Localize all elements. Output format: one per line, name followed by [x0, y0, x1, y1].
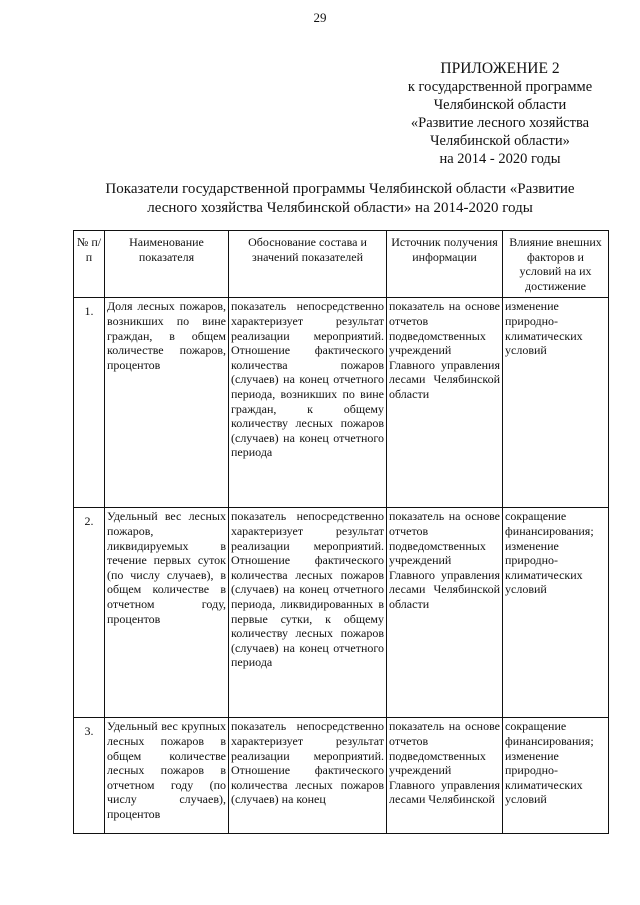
table-row [74, 298, 609, 508]
row-justification: показатель непосредственно характеризует результат реализации мероприятий. Отношение фактического количества лесных пожаров (случаев) на конец отчетного периода, ликвидированных в первые сутки, к общему количеству лесных пожаров (случаев) на конец отчетного периода [229, 508, 387, 718]
header-name: Наименование показателя [105, 231, 229, 298]
row-source: показатель на основе отчетов подведомственных учреждений Главного управления лесами Челябинской области [387, 298, 503, 508]
row-source: показатель на основе отчетов подведомственных учреждений Главного управления лесами Челябинской области [387, 508, 503, 718]
header-source: Источник получения информации [387, 231, 503, 298]
indicators-table [73, 230, 609, 834]
document-title-line: лесного хозяйства Челябинской области» на 2014-2020 годы [147, 200, 533, 216]
row-num: 1. [74, 298, 105, 508]
appendix-line: Челябинской области» [430, 133, 570, 149]
table-row [74, 508, 609, 718]
appendix-line: на 2014 - 2020 годы [439, 151, 561, 167]
row-influence: сокращение финансирования; изменение природно-климатических условий [503, 508, 609, 718]
header-justification: Обоснование состава и значений показателей [229, 231, 387, 298]
row-name: Доля лесных пожаров, возникших по вине граждан, в общем количестве пожаров, процентов [105, 298, 229, 508]
row-justification: показатель непосредственно характеризует результат реализации мероприятий. Отношение фактического количества лесных пожаров (случаев) на конец [229, 718, 387, 834]
header-num: № п/п [74, 231, 105, 298]
appendix-line: «Развитие лесного хозяйства [410, 115, 590, 131]
row-justification: показатель непосредственно характеризует результат реализации мероприятий. Отношение фактического количества пожаров (случаев) на конец отчетного периода, возникших по вине граждан, к общему количеству лесных пожаров (случаев) на конец отчетного периода [229, 298, 387, 508]
row-num: 2. [74, 508, 105, 718]
row-influence: изменение природно-климатических условий [503, 298, 609, 508]
table-row [74, 718, 609, 834]
appendix-line: Челябинской области [433, 97, 567, 113]
row-name: Удельный вес крупных лесных пожаров в общем количестве лесных пожаров в отчетном году (по числу случаев), процентов [105, 718, 229, 834]
table-header-row [74, 231, 609, 298]
document-title-line: Показатели государственной программы Челябинской области «Развитие [105, 181, 575, 197]
row-source: показатель на основе отчетов подведомственных учреждений Главного управления лесами Челябинской [387, 718, 503, 834]
document-title [70, 180, 610, 218]
row-name: Удельный вес лесных пожаров, ликвидируемых в течение первых суток (по числу случаев), в общем количестве в отчетном году, процентов [105, 508, 229, 718]
appendix-line: к государственной программе [407, 79, 593, 95]
row-num: 3. [74, 718, 105, 834]
page-number: 29 [313, 10, 327, 25]
appendix-heading: ПРИЛОЖЕНИЕ 2 [440, 60, 560, 77]
appendix-block [380, 60, 620, 168]
header-influence: Влияние внешних факторов и условий на их достижение [503, 231, 609, 298]
row-influence: сокращение финансирования; изменение природно-климатических условий [503, 718, 609, 834]
